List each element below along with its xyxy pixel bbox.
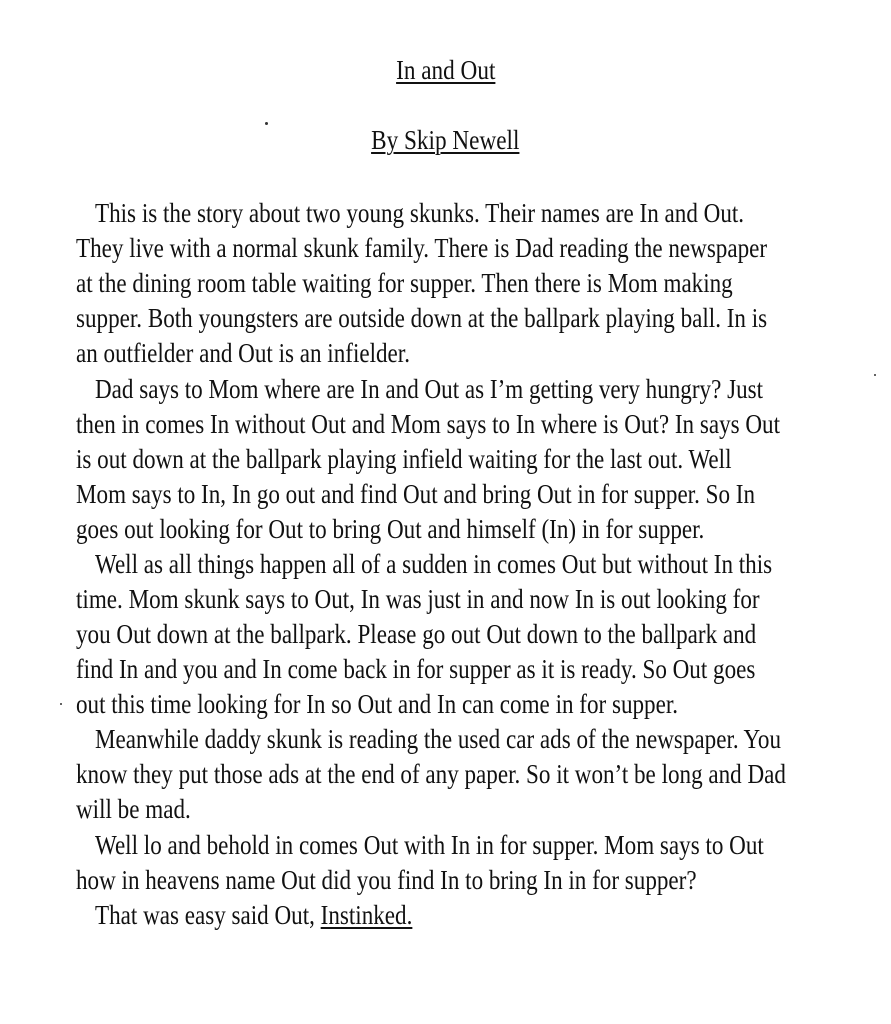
story-title: In and Out (395, 55, 496, 85)
paragraph-2-line: is out down at the ballpark playing infield waiting for the last out. Well (76, 444, 732, 474)
paragraph-2-line: goes out looking for Out to bring Out and himself (In) in for supper. (76, 514, 705, 544)
scan-speck (874, 374, 876, 376)
paragraph-1-line: an outfielder and Out is an infielder. (76, 338, 410, 368)
paragraph-2-line: then in comes In without Out and Mom says to In where is Out? In says Out (76, 409, 780, 439)
paragraph-3-line: you Out down at the ballpark. Please go out Out down to the ballpark and (76, 619, 757, 649)
paragraph-3-line: find In and you and In come back in for supper as it is ready. So Out goes (76, 654, 756, 684)
punchline: Instinked. (320, 900, 413, 930)
paragraph-2-line: Dad says to Mom where are In and Out as I’m getting very hungry? Just (95, 374, 764, 404)
final-line-text: That was easy said Out, (95, 900, 321, 930)
final-line (95, 900, 412, 931)
scan-speck (60, 703, 62, 705)
scan-speck (265, 122, 268, 125)
paragraph-1-line: supper. Both youngsters are outside down at the ballpark playing ball. In is (76, 303, 768, 333)
paragraph-3-line: Well as all things happen all of a sudden in comes Out but without In this (95, 549, 773, 579)
paragraph-1-line: at the dining room table waiting for supper. Then there is Mom making (76, 268, 733, 298)
paragraph-3-line: time. Mom skunk says to Out, In was just in and now In is out looking for (76, 584, 760, 614)
paragraph-5-line: Well lo and behold in comes Out with In in for supper. Mom says to Out (95, 830, 764, 860)
paragraph-4-line: will be mad. (76, 794, 191, 824)
story-author: By Skip Newell (371, 125, 520, 155)
paragraph-1-line: This is the story about two young skunks. Their names are In and Out. (95, 198, 745, 228)
paragraph-2-line: Mom says to In, In go out and find Out and bring Out in for supper. So In (76, 479, 756, 509)
paragraph-3-line: out this time looking for In so Out and In can come in for supper. (76, 689, 679, 719)
paragraph-4-line: know they put those ads at the end of any paper. So it won’t be long and Dad (76, 759, 786, 789)
paragraph-4-line: Meanwhile daddy skunk is reading the used car ads of the newspaper. You (95, 724, 781, 754)
paragraph-5-line: how in heavens name Out did you find In to bring In in for supper? (76, 865, 697, 895)
paragraph-1-line: They live with a normal skunk family. There is Dad reading the newspaper (76, 233, 768, 263)
